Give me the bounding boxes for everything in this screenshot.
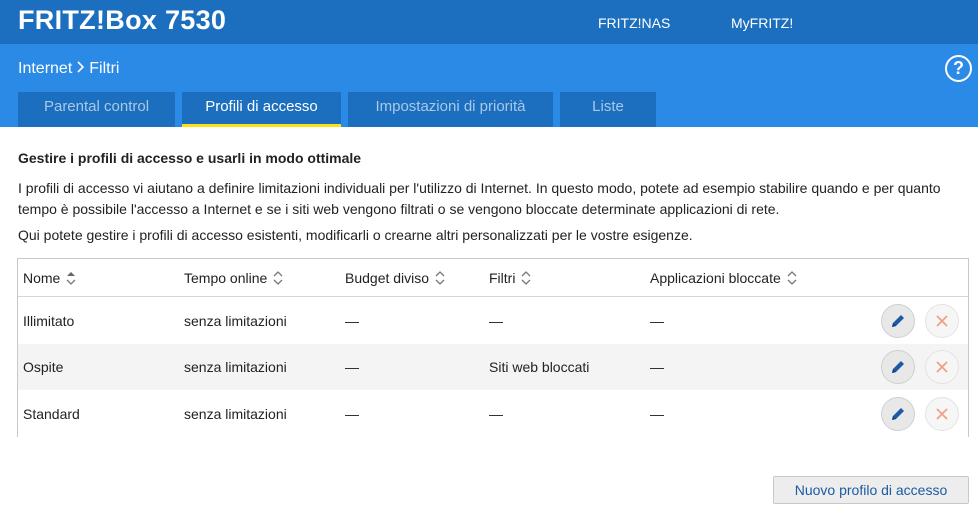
pencil-icon xyxy=(890,359,906,375)
breadcrumb-current: Filtri xyxy=(89,60,120,77)
column-header-name[interactable] xyxy=(23,259,78,296)
column-header-blocked-apps[interactable] xyxy=(650,259,799,296)
table-row xyxy=(18,344,968,390)
tab-access-profiles[interactable]: Profili di accesso xyxy=(182,92,341,127)
new-access-profile-button[interactable]: Nuovo profilo di accesso xyxy=(773,476,969,504)
profile-name: Ospite xyxy=(23,359,64,375)
help-icon[interactable]: ? xyxy=(945,55,972,82)
tab-priority-settings[interactable]: Impostazioni di priorità xyxy=(348,92,553,127)
close-icon xyxy=(936,315,948,327)
delete-button[interactable] xyxy=(925,304,959,338)
column-header-label: Budget diviso xyxy=(345,269,430,286)
edit-button[interactable] xyxy=(881,397,915,431)
myfritz-link[interactable]: MyFRITZ! xyxy=(731,15,794,31)
tab-lists[interactable]: Liste xyxy=(560,92,656,127)
chevron-right-icon xyxy=(76,60,85,78)
close-icon xyxy=(936,361,948,373)
profile-name: Illimitato xyxy=(23,312,75,329)
filters: — xyxy=(489,405,503,422)
delete-button[interactable] xyxy=(925,397,959,431)
blocked-apps: — xyxy=(650,359,664,375)
sort-icon xyxy=(785,270,799,286)
blocked-apps: — xyxy=(650,405,664,422)
sort-icon xyxy=(519,270,533,286)
navigation-band xyxy=(0,44,978,127)
access-profiles-table xyxy=(17,258,969,437)
blocked-apps: — xyxy=(650,312,664,329)
manage-paragraph: Qui potete gestire i profili di accesso esistenti, modificarli o crearne altri personalizzati per le vostre esigenze. xyxy=(18,227,693,243)
section-heading: Gestire i profili di accesso e usarli in modo ottimale xyxy=(18,150,362,166)
shared-budget: — xyxy=(345,359,359,375)
intro-paragraph: I profili di accesso vi aiutano a definire limitazioni individuali per l'utilizzo di Internet. In questo modo, potete ad esempio stabilire quando e per quanto tempo è possibile l'accesso a Internet e se i siti web vengono filtrati o se vengono bloccate determinate applicazioni di rete. xyxy=(18,180,941,217)
delete-button[interactable] xyxy=(925,350,959,384)
close-icon xyxy=(936,408,948,420)
column-header-label: Applicazioni bloccate xyxy=(650,269,781,286)
online-time: senza limitazioni xyxy=(184,312,287,329)
column-header-filters[interactable] xyxy=(489,259,533,296)
column-header-label: Filtri xyxy=(489,269,516,286)
breadcrumb-parent[interactable]: Internet xyxy=(18,60,73,77)
shared-budget: — xyxy=(345,312,359,329)
breadcrumb xyxy=(18,60,119,78)
table-row xyxy=(18,297,968,344)
table-row xyxy=(18,390,968,437)
profile-name: Standard xyxy=(23,405,80,422)
edit-button[interactable] xyxy=(881,304,915,338)
shared-budget: — xyxy=(345,405,359,422)
pencil-icon xyxy=(890,313,906,329)
fritz-nas-link[interactable]: FRITZ!NAS xyxy=(598,15,671,31)
column-header-shared-budget[interactable] xyxy=(345,259,447,296)
top-bar xyxy=(0,0,978,44)
sort-icon xyxy=(64,270,78,286)
table-header-row xyxy=(18,259,968,297)
online-time: senza limitazioni xyxy=(184,359,287,375)
filters: — xyxy=(489,312,503,329)
column-header-label: Nome xyxy=(23,269,61,286)
filters: Siti web bloccati xyxy=(489,359,590,375)
sort-icon xyxy=(433,270,447,286)
edit-button[interactable] xyxy=(881,350,915,384)
product-title: FRITZ!Box 7530 xyxy=(18,5,227,35)
column-header-online-time[interactable] xyxy=(184,259,285,296)
column-header-label: Tempo online xyxy=(184,269,268,286)
sort-icon xyxy=(271,270,285,286)
online-time: senza limitazioni xyxy=(184,405,287,422)
tab-parental-control[interactable]: Parental control xyxy=(18,92,175,127)
pencil-icon xyxy=(890,406,906,422)
